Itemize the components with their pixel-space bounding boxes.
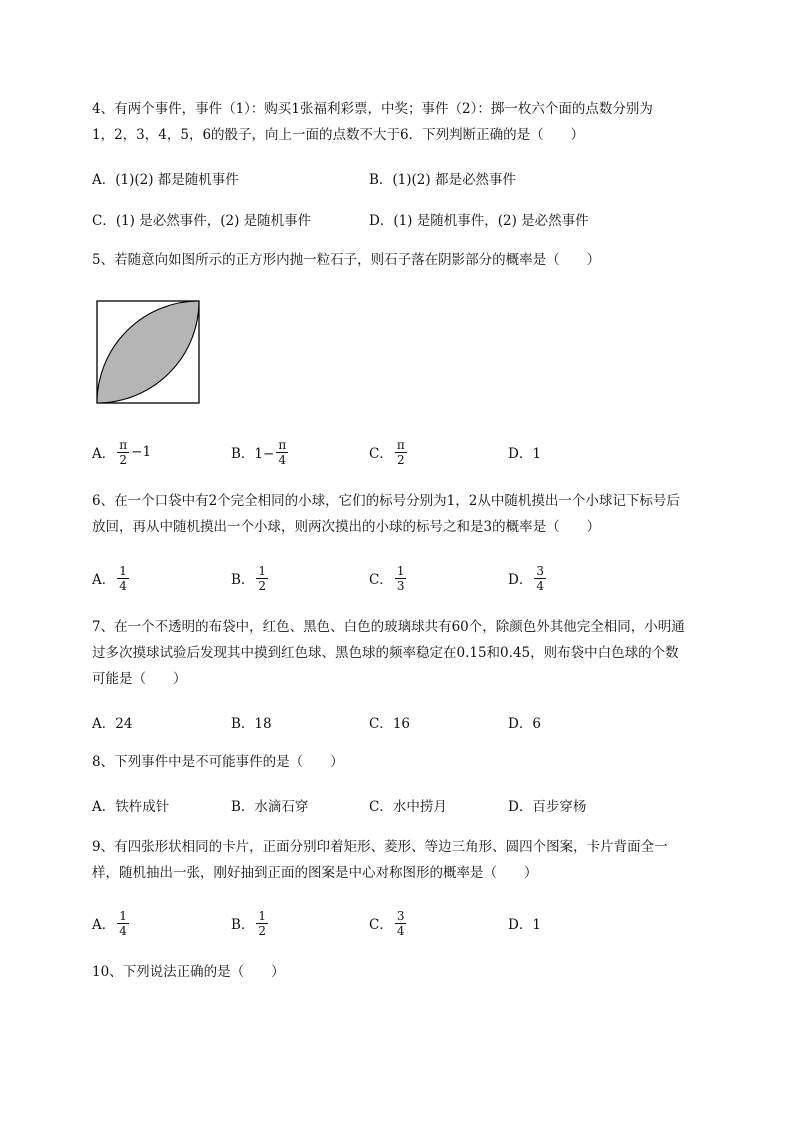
q8-option-b[interactable]: B．水滴石穿 <box>231 799 309 815</box>
q6-option-b[interactable] <box>231 558 270 598</box>
q4-text-line1: 4、有两个事件，事件（1）：购买1张福利彩票，中奖；事件（2）：掷一枚六个面的点数分别为 <box>92 101 653 117</box>
q6-option-a-label: A． <box>92 572 116 588</box>
q7-text-line2: 过多次摸球试验后发现其中摸到红色球、黑色球的频率稳定在0.15和0.45，则布袋中白色球的个数 <box>92 645 679 661</box>
q5-option-a-denominator: 2 <box>119 452 128 467</box>
q9-option-c-denominator: 4 <box>396 923 405 938</box>
q6-option-c-label: C． <box>369 572 393 588</box>
q6-option-d-label: D． <box>508 572 533 588</box>
q6-option-d-fraction <box>534 564 546 593</box>
q8-option-a[interactable]: A．铁杵成针 <box>92 799 170 815</box>
q5-option-b-fraction <box>276 438 288 467</box>
q6-option-c-numerator: 1 <box>396 563 405 578</box>
q7-option-c[interactable]: C．16 <box>369 716 411 732</box>
q6-option-a-numerator: 1 <box>119 563 127 578</box>
q7-options <box>92 712 732 732</box>
q6-option-a[interactable] <box>92 558 131 598</box>
q7-option-a[interactable]: A．24 <box>92 716 133 732</box>
q5-option-c-numerator: π <box>396 437 405 452</box>
q7-option-d[interactable]: D．6 <box>508 716 541 732</box>
q9-option-b-numerator: 1 <box>258 908 267 923</box>
q9-option-b-denominator: 2 <box>258 923 267 938</box>
q9-option-a[interactable] <box>92 903 131 943</box>
q6-option-b-denominator: 2 <box>258 578 267 593</box>
q6-option-b-label: B． <box>231 572 255 588</box>
q6-option-c[interactable] <box>369 558 408 598</box>
q9-option-b-fraction <box>256 909 268 938</box>
q9-option-c-label: C． <box>369 917 393 933</box>
q9-option-b-label: B． <box>231 917 255 933</box>
q6-option-c-fraction <box>395 564 407 593</box>
q5-option-a-numerator: π <box>119 437 128 452</box>
q7-text-line1: 7、在一个不透明的布袋中，红色、黑色、白色的玻璃球共有60个，除颜色外其他完全相同，小明通 <box>92 619 685 635</box>
q8-options <box>92 795 732 815</box>
q5-text-line1: 5、若随意向如图所示的正方形内抛一粒石子，则石子落在阴影部分的概率是（ ） <box>92 252 601 268</box>
q4-option-c[interactable]: C．(1) 是必然事件，(2) 是随机事件 <box>92 213 312 229</box>
q6-text-line1: 6、在一个口袋中有2个完全相同的小球，它们的标号分别为1，2从中随机摸出一个小球记下标号后 <box>92 493 680 509</box>
q8-option-d[interactable]: D．百步穿杨 <box>508 799 587 815</box>
q6-option-b-fraction <box>256 564 268 593</box>
q6-option-a-denominator: 4 <box>119 578 127 593</box>
q4-option-b[interactable]: B．(1)(2) 都是必然事件 <box>369 172 516 188</box>
q6-option-d-numerator: 3 <box>536 563 544 578</box>
q5-option-d[interactable]: D．1 <box>508 446 541 462</box>
q5-option-c-fraction <box>395 438 407 467</box>
q5-option-a-fraction <box>117 438 129 467</box>
q6-option-c-denominator: 3 <box>396 578 405 593</box>
q9-text-line1: 9、有四张形状相同的卡片，正面分别印着矩形、菱形、等边三角形、圆四个图案，卡片背面全一 <box>92 839 668 855</box>
q6-text-line2: 放回，再从中随机摸出一个小球，则两次摸出的小球的标号之和是3的概率是（ ） <box>92 519 601 535</box>
q6-option-b-numerator: 1 <box>258 563 267 578</box>
q5-option-c[interactable] <box>369 432 409 472</box>
q7-text-line3: 可能是（ ） <box>92 671 187 687</box>
q9-option-a-fraction <box>117 909 129 938</box>
q4-options-row1 <box>92 168 732 188</box>
q4-option-d[interactable]: D．(1) 是随机事件，(2) 是必然事件 <box>369 213 589 229</box>
q5-options <box>92 432 732 472</box>
q5-option-a-suffix: −1 <box>131 444 152 460</box>
q9-option-d[interactable]: D．1 <box>508 917 541 933</box>
q4-text-line2: 1，2，3，4，5，6的骰子，向上一面的点数不大于6．下列判断正确的是（ ） <box>92 127 585 143</box>
q9-option-a-numerator: 1 <box>119 908 127 923</box>
q6-options <box>92 558 732 598</box>
q10-text-line1: 10、下列说法正确的是（ ） <box>92 964 285 980</box>
q4-option-a[interactable]: A．(1)(2) 都是随机事件 <box>92 172 239 188</box>
q9-option-c[interactable] <box>369 903 408 943</box>
q8-text-line1: 8、下列事件中是不可能事件的是（ ） <box>92 754 344 770</box>
q7-option-b[interactable]: B．18 <box>231 716 272 732</box>
q9-option-c-fraction <box>395 909 407 938</box>
q5-option-a-label: A． <box>92 446 116 462</box>
q9-option-a-label: A． <box>92 917 116 933</box>
q5-option-c-denominator: 2 <box>396 452 405 467</box>
q6-option-d-denominator: 4 <box>536 578 544 593</box>
q5-option-b[interactable] <box>231 432 290 472</box>
q9-option-b[interactable] <box>231 903 270 943</box>
q5-option-c-label: C． <box>369 446 393 462</box>
q9-text-line2: 样，随机抽出一张，刚好抽到正面的图案是中心对称图形的概率是（ ） <box>92 865 538 881</box>
q5-option-b-numerator: π <box>278 437 287 452</box>
q9-options <box>92 903 732 943</box>
q5-square-leaf-figure <box>96 300 200 404</box>
q4-options-row2 <box>92 209 732 229</box>
q8-option-c[interactable]: C．水中捞月 <box>369 799 447 815</box>
q9-option-a-denominator: 4 <box>119 923 127 938</box>
q5-option-a[interactable] <box>92 432 151 472</box>
q5-option-b-denominator: 4 <box>278 452 287 467</box>
q6-option-a-fraction <box>117 564 129 593</box>
q9-option-c-numerator: 3 <box>396 908 405 923</box>
q6-option-d[interactable] <box>508 558 548 598</box>
q5-option-b-label: B．1− <box>231 446 275 462</box>
